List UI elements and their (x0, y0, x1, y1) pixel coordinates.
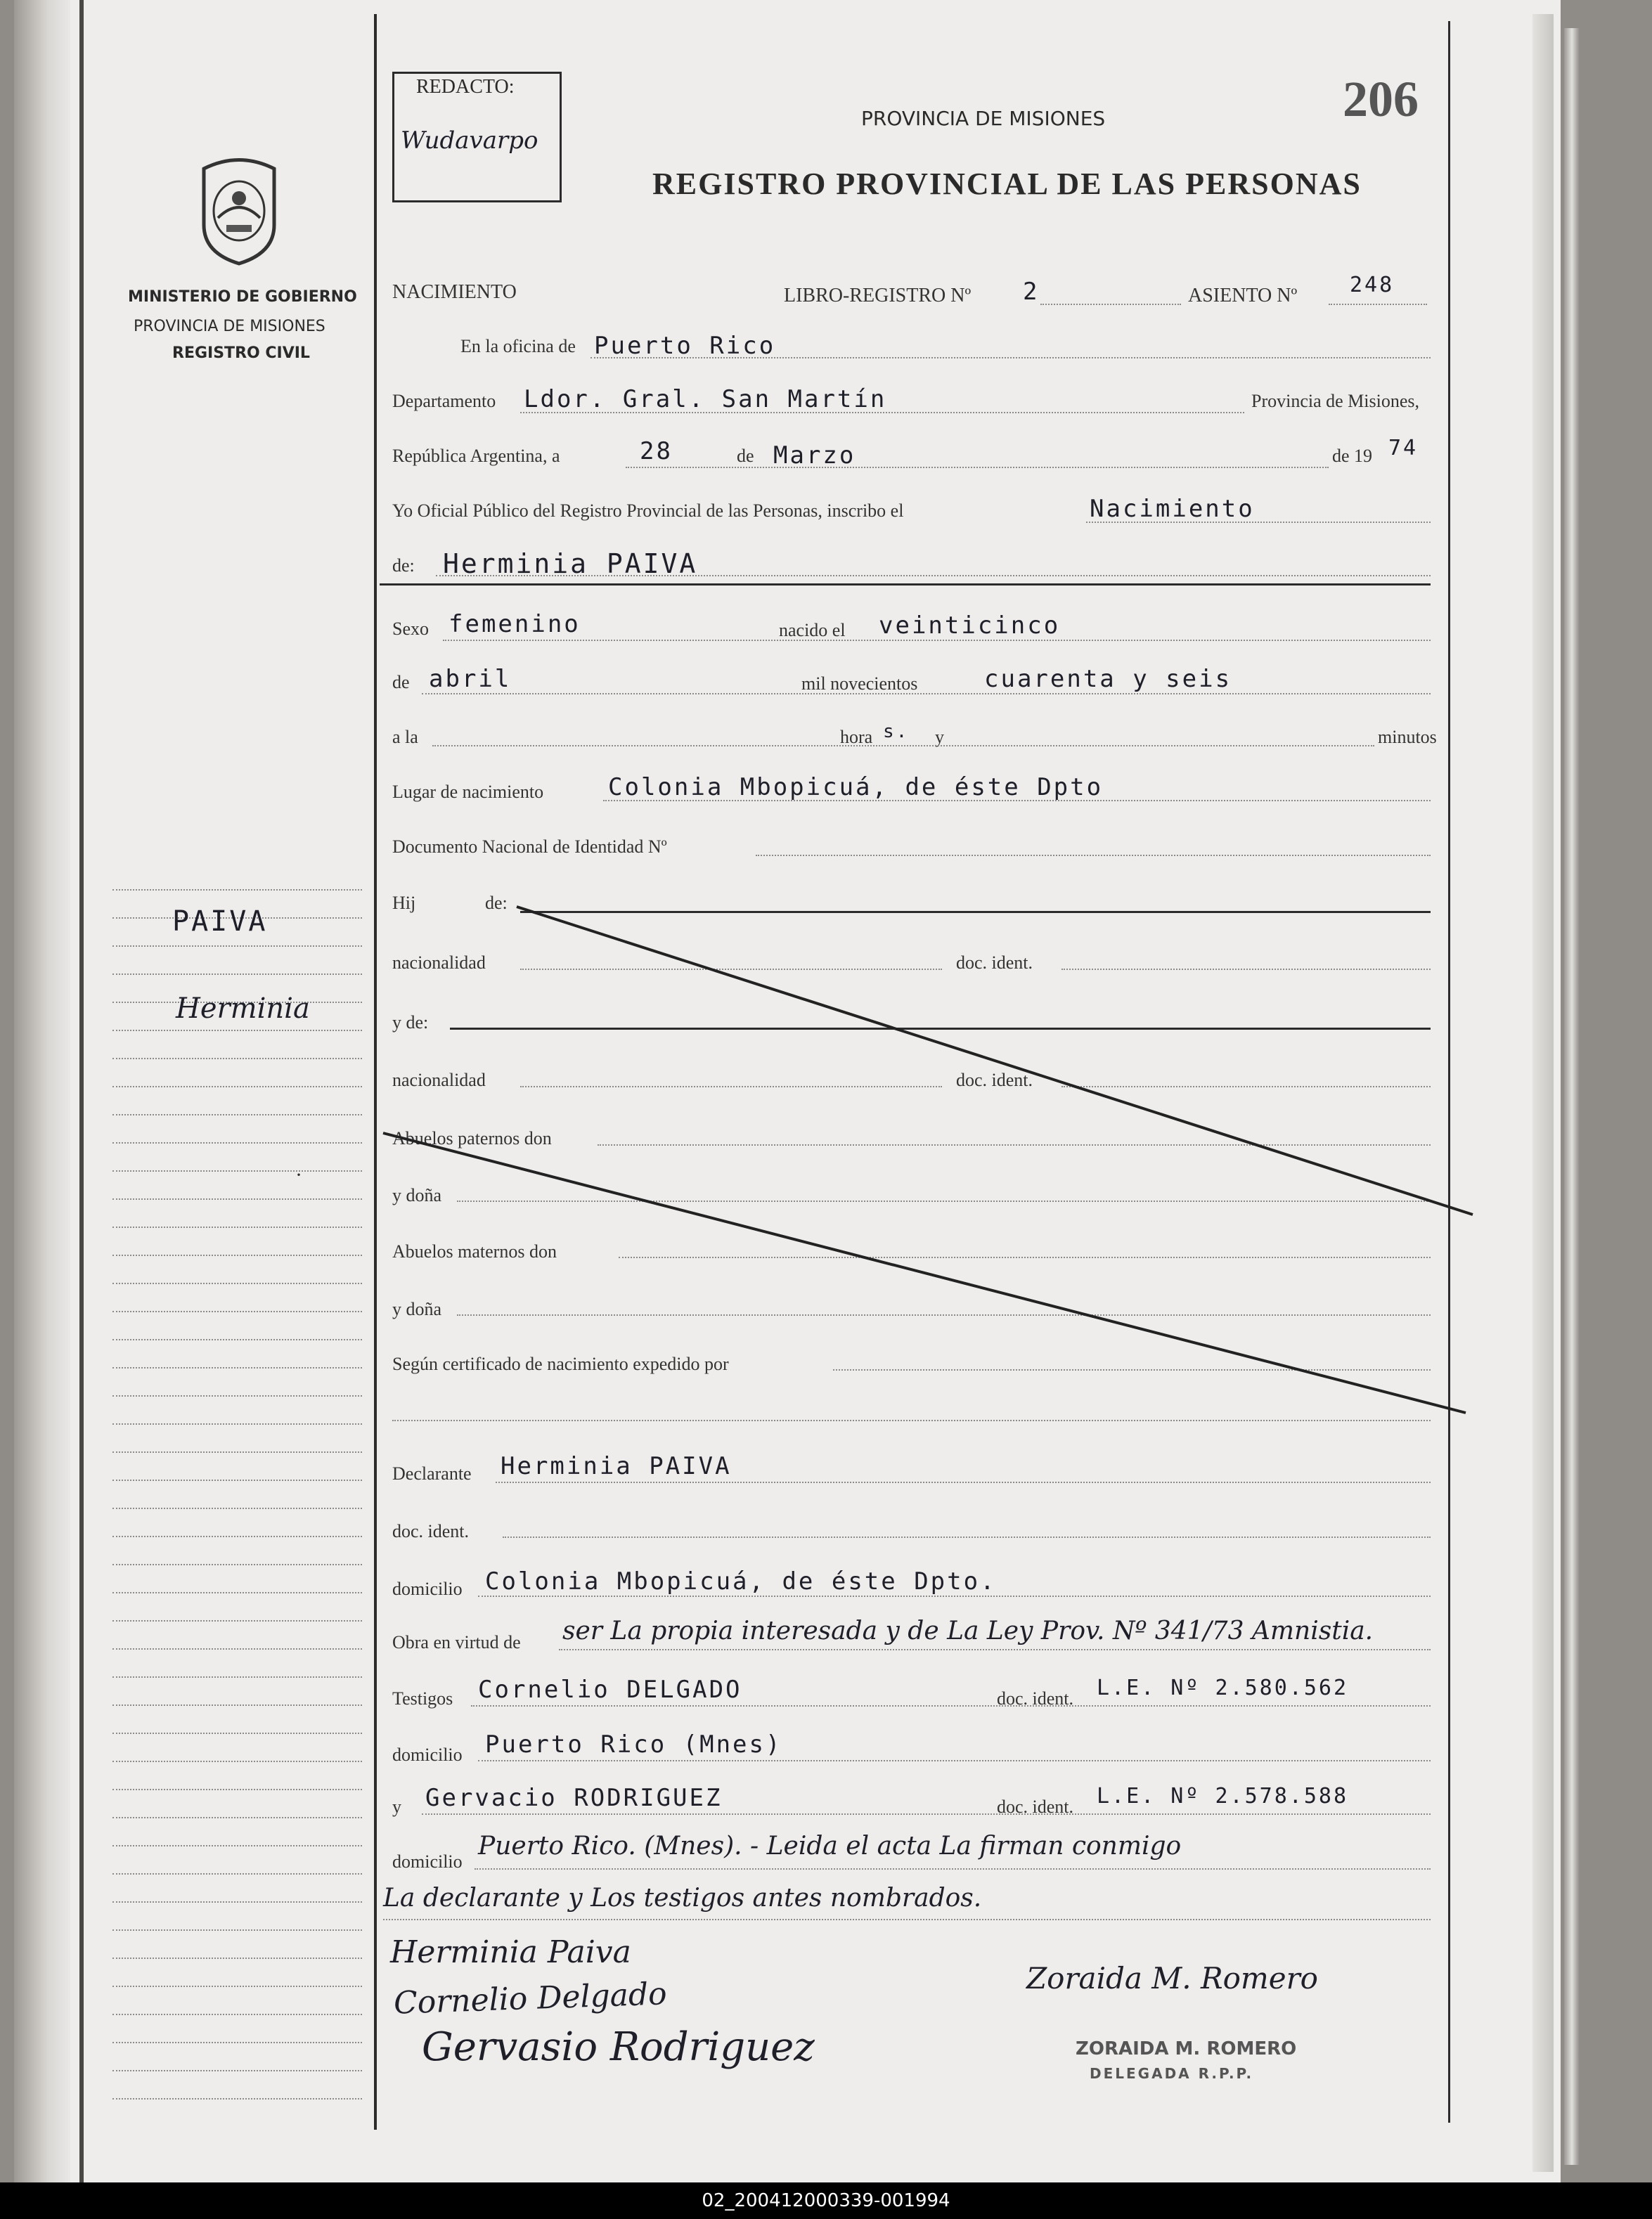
doc-ident-label-1: doc. ident. (956, 952, 1033, 973)
closing-text: La declarante y Los testigos antes nombrados. (383, 1884, 982, 1913)
side-province: PROVINCIA DE MISIONES (134, 318, 325, 335)
sexo-label: Sexo (392, 619, 429, 639)
act-type: NACIMIENTO (392, 281, 517, 303)
domicilio-value-1: Colonia Mbopicuá, de éste Dpto. (485, 1567, 997, 1596)
ministry-title: MINISTERIO DE GOBIERNO (128, 288, 357, 306)
testigo1-doc: L.E. Nº 2.580.562 (1097, 1676, 1349, 1700)
a-la-label: a la (392, 727, 418, 747)
civil-registry-title: REGISTRO CIVIL (172, 344, 310, 362)
year-value: 74 (1388, 436, 1419, 460)
hora-label: hora (840, 727, 873, 747)
side-dot: · (295, 1163, 302, 1186)
segun-certificado-label: Según certificado de nacimiento expedido por (392, 1354, 729, 1374)
y-label-2: y (392, 1797, 401, 1817)
day-value: 28 (640, 437, 673, 465)
year-label: de 19 (1332, 446, 1373, 466)
domicilio-label-1: domicilio (392, 1579, 463, 1599)
redacto-label: REDACTO: (416, 76, 515, 98)
side-given-name: Herminia (176, 992, 310, 1025)
domicilio-value-3: Puerto Rico. (Mnes). - Leida el acta La firman conmigo (478, 1832, 1182, 1861)
libro-value: 2 (1023, 278, 1040, 306)
departamento-label: Departamento (392, 391, 496, 411)
republica-label: República Argentina, a (392, 446, 560, 466)
testigo2-doc: L.E. Nº 2.578.588 (1097, 1784, 1349, 1809)
nacionalidad-label-2: nacionalidad (392, 1070, 486, 1090)
side-surname: PAIVA (172, 905, 268, 938)
signature-testigo1: Cornelio Delgado (393, 1976, 668, 2021)
declarante-label: Declarante (392, 1463, 472, 1484)
y-de-label: y de: (392, 1012, 429, 1033)
testigo2-value: Gervacio RODRIGUEZ (425, 1784, 723, 1812)
doc-ident-label-2: doc. ident. (956, 1070, 1033, 1090)
declarante-value: Herminia PAIVA (501, 1452, 732, 1480)
file-caption (0, 2182, 1652, 2219)
obra-label: Obra en virtud de (392, 1632, 521, 1652)
asiento-label: ASIENTO Nº (1188, 285, 1298, 306)
oficial-value: Nacimiento (1090, 495, 1255, 523)
nacionalidad-label-1: nacionalidad (392, 952, 486, 973)
file-name: 02_200412000339-001994 (702, 2190, 950, 2211)
name-value: Herminia PAIVA (443, 548, 698, 579)
minutos-label: minutos (1378, 727, 1437, 747)
domicilio-label-3: domicilio (392, 1851, 463, 1872)
doc-ident-label-3: doc. ident. (997, 1688, 1074, 1709)
de-label-2: de: (392, 555, 415, 576)
de-label-1: de (737, 446, 754, 466)
de-label-3: de (392, 672, 410, 692)
y-label: y (935, 727, 944, 747)
abuelos-paternos-label: Abuelos paternos don (392, 1128, 552, 1149)
nacido-label: nacido el (779, 620, 846, 640)
provincia-label: Provincia de Misiones, (1251, 391, 1420, 411)
y-dona-label-1: y doña (392, 1185, 442, 1205)
doc-ident-label-4: doc. ident. (997, 1797, 1074, 1817)
hora-value: s. (883, 721, 910, 742)
de-label-4: de: (485, 893, 508, 913)
signature-oficial: Zoraida M. Romero (1026, 1961, 1318, 1995)
page-number: 206 (1343, 71, 1419, 127)
asiento-value: 248 (1350, 273, 1395, 297)
hij-label: Hij (392, 893, 416, 913)
lugar-label: Lugar de nacimiento (392, 782, 544, 802)
departamento-value: Ldor. Gral. San Martín (524, 385, 887, 413)
nacido-value: veinticinco (879, 612, 1061, 640)
month-value: Marzo (773, 441, 856, 470)
domicilio-value-2: Puerto Rico (Mnes) (485, 1730, 782, 1759)
stamp-name: ZORAIDA M. ROMERO (1076, 2038, 1297, 2059)
year-words-value: cuarenta y seis (984, 665, 1232, 693)
province-header: PROVINCIA DE MISIONES (861, 107, 1106, 130)
stamp-title: DELEGADA R.P.P. (1090, 2065, 1254, 2082)
month2-value: abril (429, 665, 512, 693)
dni-label: Documento Nacional de Identidad Nº (392, 836, 667, 857)
oficina-label: En la oficina de (460, 336, 576, 356)
abuelos-maternos-label: Abuelos maternos don (392, 1241, 557, 1262)
obra-value: ser La propia interesada y de La Ley Prov. Nº 341/73 Amnistia. (562, 1617, 1374, 1645)
testigo1-value: Cornelio DELGADO (478, 1676, 742, 1704)
sexo-value: femenino (449, 610, 581, 638)
y-dona-label-2: y doña (392, 1299, 442, 1319)
oficina-value: Puerto Rico (594, 332, 776, 360)
libro-label: LIBRO-REGISTRO Nº (784, 285, 972, 306)
declarante-doc-label: doc. ident. (392, 1521, 470, 1541)
signature-declarante: Herminia Paiva (390, 1934, 631, 1970)
document-title: REGISTRO PROVINCIAL DE LAS PERSONAS (652, 167, 1362, 201)
lugar-value: Colonia Mbopicuá, de éste Dpto (608, 773, 1104, 801)
signature-testigo2: Gervasio Rodriguez (422, 2024, 815, 2070)
redacto-signature: Wudavarpo (401, 127, 538, 155)
oficial-text: Yo Oficial Público del Registro Provincial de las Personas, inscribo el (392, 500, 904, 521)
domicilio-label-2: domicilio (392, 1745, 463, 1765)
testigos-label: Testigos (392, 1688, 453, 1709)
mil-label: mil novecientos (801, 673, 918, 694)
